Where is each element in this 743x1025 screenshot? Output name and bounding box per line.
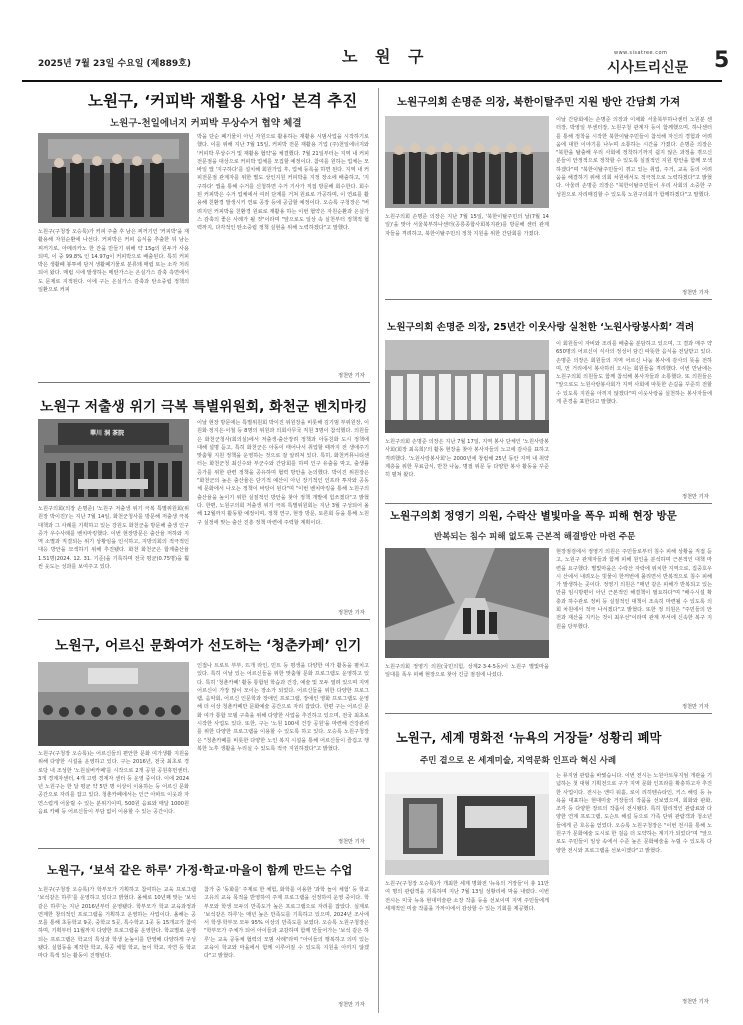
article-headline-museum: 노원구, 세계 명화전 ‘뉴욕의 거장들’ 성황리 폐막 <box>396 731 662 745</box>
newspaper-logo: 시사트리신문 <box>607 60 689 76</box>
article-divider <box>385 503 712 504</box>
masthead <box>22 40 730 80</box>
article-byline-bookmark: 정천만 기자 <box>338 1002 365 1008</box>
article-body-defector: 이날 간담회에는 손명준 의장과 이채화 서울북부하나센터 노원분 센터장, 박영일 부센터장, 노원구청 관계자 등이 함께했으며, 하나센터를 통해 정착을 시작한 북한이탈주민들이 참석해 자신의 경험과 어려움에 대한 이야기를 나누며 소통하는 시간을 가졌다. 손명준 의장은 "북한을 탈출해 우리 사회에 정착하기까지 쉽지 않은 과정을 겪으신 분들이 안정적으로 정착할 수 있도록 실질적인 지원 방안을 함께 모색하겠다"며 "북한이탈주민들이 겪고 있는 취업, 주거, 교육 등의 어려움을 해결하기 위해 의회 차원에서도 적극적으로 노력하겠다"고 밝혔다. 아울러 손명준 의장은 "북한이탈주민들이 우리 사회의 소중한 구성원으로 자리매김할 수 있도록 노원구의회가 함께하겠다"고 말했다. <box>556 117 712 198</box>
article-subhead-coffee: 노원구-천일에너지 커피박 무상수거 협약 체결 <box>110 118 302 129</box>
article-body-museum: 는 뮤지엄 관람을 바꿨습니다. 이번 전시는 노원아트뮤지엄 개관을 기념하는 첫 대형 기획전으로 구가 지역 문화 인프라를 확충하고자 추진한 사업이다. 전시는 앤디 워홀, 로이 리히텐슈타인, 키스 해링 등 뉴욕을 대표하는 현대미술 거장들의 작품을 선보였으며, 회화와 판화, 조각 등 다양한 장르의 작품이 전시됐다. 특히 합리적인 관람료와 다양한 연계 프로그램, 도슨트 해설 등으로 가족 단위 관람객과 청소년들에게 큰 호응을 얻었다. 오승록 노원구청장은 "이번 전시를 통해 노원구가 문화예술 도시로 한 걸음 더 도약하는 계기가 되었다"며 "앞으로도 주민들이 일상 속에서 수준 높은 문화예술을 누릴 수 있도록 다양한 전시와 프로그램을 선보이겠다"고 밝혔다. <box>556 773 712 854</box>
article-subhead-museum: 주민 곁으로 온 세계미술, 지역문화 인프라 혁신 사례 <box>420 756 617 766</box>
article-divider <box>38 619 370 620</box>
section-title: 노 원 구 <box>342 47 430 66</box>
article-subhead-flood: 반복되는 침수 피해 없도록 근본적 해결방안 마련 주문 <box>434 532 636 542</box>
article-body-love: 이 회원들이 자비와 조리를 배출을 분담하고 있으며, 그 결과 매주 약 650명의 어르신이 식사의 정성이 담긴 따뜻한 음식을 전달받고 있다. 손명준 의장은 회원들의 지역 어르신 나눔 봉사에 감사의 뜻을 전하며, 먼 거리에서 봉사하러 오시는 회원들을 격려했다. 이번 만남에는 노원구의회 의원들도 함께 참석해 봉사자들과 소통했다. 또 의원들은 "앞으로도 노원사랑봉사회가 지역 사회에 따뜻한 손길을 꾸준히 전할 수 있도록 지원을 아끼지 않겠다"며 이웃사랑을 실천하는 봉사자들에게 존경을 표한다고 말했다. <box>556 341 712 406</box>
article-caption-bookmark: 노원구(구청장 오승록)가 학부모가 기획하고 참여하는 교육 프로그램 '보석같은 하루'를 운영하고 있다고 밝혔다. 올해로 10년째 맞는 '보석같은 하루'는 지난 2016년부터 운영됐다. 학부모가 학교 교육과정과 연계한 창의적인 프로그램을 기획하고 운영하는 사업이다. 올해는 공모를 통해 초등학교 9곳, 중학교 5곳, 특수학교 1곳 등 15개교가 참여하며, 기획부터 11월까지 다양한 프로그램을 운영한다. 학교별로 운영되는 프로그램은 학교의 특성과 학생 눈높이를 반영해 다양하게 구성됐다. 실험동을 제작한 학교, 목공 체험 학교, 놀이 학교, 자연 등 학교마다 특색 있는 활동이 진행된다. <box>38 887 196 960</box>
article-byline-defector: 정천만 기자 <box>682 290 709 296</box>
article-divider <box>38 382 370 383</box>
photo-defector-meeting <box>385 116 549 208</box>
article-byline-love: 정천만 기자 <box>682 494 709 500</box>
article-headline-flood: 노원구의회 정영기 의원, 수락산 별빛마을 폭우 피해 현장 방문 <box>390 510 677 522</box>
page-number: 5 <box>714 48 730 73</box>
article-caption-bench: 노원구의회(의장 손명준) '노원구 저출생 위기 극복 특별위원회(위원장 박이진)'는 지난 7월 14일, 화천군청사를 방문해 저출생 극복 대책과 그 사례를 기획하고 있는 강원도 화천군을 방문해 출생 인구 증가 우수사례를 벤치마킹했다. 이번 현장방문은 출산율 저하와 지역 소멸과 직결되는 위기 상황임을 인식하고, 지방의회의 적극적인 대응 방안을 모색하기 위해 추진됐다. 화천 화천군은 합계출산율 1.51명(2024. 12. 31. 기준)을 기록하며 전국 평균(0.75명)을 훨씬 웃도는 성과를 보여주고 있다. <box>38 506 189 571</box>
article-caption-defector: 노원구의회 손명준 의장은 지난 7월 15일, '북한이탈주민의 날(7월 14일)'을 맞아 서울북부하나센터(공릉종합사회복지관)를 방문해 센터 관계자들을 격려하고, 북한이탈주민의 정착 지원을 위한 간담회를 가졌다. <box>385 214 549 237</box>
article-headline-bench: 노원구 저출생 위기 극복 특별위원회, 화천군 벤치마킹 <box>40 399 368 415</box>
article-caption-cafe: 노원구(구청장 오승록)는 어르신들의 편안한 문화 여가생활 지원을 위해 다양한 시설을 운영하고 있다. 구는 2016년, 전국 최초로 경로당 내 조성한 '노원실버카페'를 시작으로 2개 공원 공원휴먼센터, 3개 경계자센터, 4개 고령 경계자 센터 등 운영 중이다. 이에 2024년 노원구는 한 달 평균 약 5만 명 이상이 이용하는 등 어르신 문화 공간으로 자리를 잡고 있다. 청춘카페에서는 인근 아파트 이웃과 자연스럽게 어울릴 수 있는 분위기이며, 500원 음료와 매달 1000원 음료 카페 등 어르신들이 부담 없이 이용할 수 있는 공간이다. <box>38 751 189 816</box>
article-body-bench: 이날 현장 방문에는 특별위원회 박이진 위원장을 비롯해 김기범 부위원장, 이원화·정지은·이철 등 8명의 위원과 의회사무국 직원 3명이 참석했다. 의원들은 화천군청사(회의실)에서 저출생·출산장려 정책과 아동친화 도시 정책에 대해 설명 듣고, 특히 화천군은 아동이 태어나서 취업할 때까지 전 생애주기 맞춤형 지원 정책을 운영하는 것으로 잘 알려져 있다. 특히, 화천커뮤니티센터는 화천군청 최신수와 부군수와 간담회를 하며 인구 유출을 막고, 출생률 증가를 위한 관련 정책을 공유하며 협력 방안을 논의했다. 박이진 위원장은 "화천군의 높은 출산율은 단기적 예산이 아닌 장기적인 인프라 투자와 공동체 문화에서 나오는 정책이 바탕이 된다"며 "이번 벤치마킹을 통해 노원구의 출산율을 높이기 위한 실질적인 방안을 찾아 정책 개발에 힘쓰겠다"고 밝혔다. 한편, 노원구의회 저출생 위기 극복 특별위원회는 지난 3월 구성되어 올해 12월까지 활동할 예정이며, 정책 연구, 현장 방문, 토론회 등을 통해 노원구 실정에 맞는 출산 진흥 정책 마련에 주력할 계획이다. <box>197 420 369 526</box>
article-byline-cafe: 정천만 기자 <box>338 839 365 845</box>
article-byline-museum: 정천만 기자 <box>682 999 709 1005</box>
logo-url: www.sisatree.com <box>614 50 668 56</box>
photo-flood-site <box>385 548 549 658</box>
article-body-bookmark: 참가 중 '동화를' 주제로 한 체험, 화학를 이용한 '과학 놀이 체험' 등 학교 고유의 교육 목적을 반영하여 주제 프로그램을 선정하여 운영 중이다. 학부모와 학생 모두의 만족도가 높은 프로그램으로 자리를 잡았다. 실제로 '보석같은 하루'는 매년 높은 만족도를 기록하고 있으며, 2024년 조사에서 학생·학부모 모두 95% 이상의 만족도를 보였다. 오승록 노원구청장은 "학부모가 주체가 되어 아이들과 교감하며 함께 만들어가는 '보석 같은 하루'는 교육 공동체 협력의 모범 사례"라며 "아이들의 행복하고 의미 있는 교육이 학교와 마을에서 함께 이루어질 수 있도록 지원을 아끼지 않겠다"고 밝혔다. <box>204 887 369 960</box>
article-caption-coffee: 노원구(구청장 오승록)가 커피 주출 후 남은 찌꺼기인 '커피박'을 재활용해 자원순환에 나선다. 커피박은 커피 음식을 추출한 뒤 남는 찌꺼기로, 아메리카노 한 잔을 만들기 위해 약 15g의 원두가 사용되며, 이 중 99.8% 인 14.97g이 커피박으로 배출된다. 특히 커피박은 생활폐 봉투에 담겨 생활폐기물로 분류돼 매립 또는 소각 처리되어 왔다. 매립 시에 발생하는 메탄가스는 온실가스 감축 측면에서도 문제로 지적된다. 이에 구는 온실가스 감축과 탄소중립 정책의 일환으로 커피 <box>38 229 189 294</box>
masthead-rule <box>22 80 722 82</box>
article-headline-bookmark: 노원구, ‘보석 같은 하루’ 가정·학교·마을이 함께 만드는 수업 <box>47 863 353 877</box>
article-body-flood: 현장점검에서 정영기 의원은 주민들로부터 침수 피해 상황을 직접 듣고, 노원구 관계자들과 함께 피해 원인을 분석하며 근본적인 대책 마련을 요구했다. 별빛마을은 수락산 자락에 위치한 지역으로, 집중호우 시 산에서 내려오는 빗물이 한꺼번에 몰리면서 반복적으로 침수 피해가 발생하는 곳이다. 정영기 의원은 "매년 같은 피해가 반복되고 있는 만큼 임시방편이 아닌 근본적인 해결책이 필요하다"며 "배수시설 확충과 하수관로 정비 등 실질적인 대책이 조속히 마련될 수 있도록 의회 차원에서 적극 나서겠다"고 밝혔다. 또한 정 의원은 "주민들의 안전과 재산을 지키는 것이 최우선"이라며 관계 부서에 신속한 복구 지원을 당부했다. <box>556 549 712 630</box>
article-headline-coffee: 노원구, ‘커피박 재활용 사업’ 본격 추진 <box>88 92 358 110</box>
photo-bench-signboard: 華川 洞 茶院 <box>90 430 125 437</box>
article-caption-love: 노원구의회 손명준 의장은 지난 7월 17일, 지역 봉사 단체인 '노원사랑봉사회(회장 최옥희)'의 활동 현장을 찾아 봉사자들의 노고에 감사를 표하고 격려했다. '노원사랑봉사회'는 2000년에 창립해 25년 동안 지역 내 취약계층을 위한 무료급식, 반찬 나눔, 명절 위문 등 다양한 봉사 활동을 꾸준히 펼쳐 왔다. <box>385 439 549 479</box>
column-divider <box>378 88 379 1013</box>
article-body-cafe: 인접나 트로트 부부, 뜨개 라인, 민트 등 평생을 다양한 여가 활동을 펼치고 있다. 특히 이날 있는 어르신들을 위한 맞춤형 문화 프로그램도 운영하고 있다. 특히 '청춘카페' 활동 통합된 학습과 건강, 예술 및 모두 열려 있으며 지역 어르신이 가장 많이 모이는 장소가 되었다. 어르신들을 위한 다양한 프로그램, 음악회, 어르신 인문학과 장애인 프로그램, 장애인 영화 프로그램도 운영해 더 이상 청춘카페만 문화예술 공간으로 자리 잡았다. 한편 구는 어르신 문화 여가 통합 모델 구축을 위해 다양한 사업을 추진하고 있으며, 전국 최초로 시작한 사업도 있다. 또한, 구는 '노원 100세 건강 공원'을 마련해 건강관리를 위한 다양한 프로그램을 이용할 수 있도록 하고 있다. 오승록 노원구청장은 "청춘카페를 비롯한 다양한 노인 복지 시설을 통해 어르신들이 즐겁고 행복한 노후 생활을 누리실 수 있도록 적극 지원하겠다"고 밝혔다. <box>197 663 369 752</box>
photo-museum-exhibit <box>385 772 549 875</box>
photo-youth-cafe <box>38 662 189 746</box>
issue-date: 2025년 7월 23일 수요일 (제889호) <box>38 59 191 69</box>
article-caption-flood: 노원구의회 정영기 의원(국민의힘, 상계2·3·4·5동)이 노원구 별빛마을 일대를 폭우 피해 현장으로 찾아 긴급 점검에 나섰다. <box>385 664 549 679</box>
article-headline-love: 노원구의회 손명준 의장, 25년간 이웃사랑 실천한 ‘노원사랑봉사회’ 격려 <box>387 322 695 333</box>
article-headline-cafe: 노원구, 어르신 문화여가 선도하는 ‘청춘카페’ 인기 <box>55 638 362 654</box>
article-byline-flood: 정천만 기자 <box>682 704 709 710</box>
article-byline-coffee: 정천만 기자 <box>338 373 365 379</box>
article-body-coffee: 박을 단순 폐기물이 아닌 자원으로 활용하는 재활용 시범사업을 시작하기로 했다. 이를 위해 지난 7월 15일, 커피박 전문 재활용 기업 (주)천일에너지와 '커피박 무상수거 및 재활용 협약'을 체결했다. 7월 21일부터는 지역 내 커피전문점을 대상으로 커피박 업체를 모집할 예정이다. 참여를 원하는 업체는 모바일 앱 '지구하다'를 설치해 회원가입 후, 업체 등록을 하면 된다. 지역 내 커피전문점 관계자를 위한 별도 상인지원 커피박을 지정 장소에 배출하고, '지구하다' 앱을 통해 수거를 신청하면 수거 기사가 직접 방문해 회수한다. 회수된 커피박은 수거 업체에서 여러 단계를 거쳐 원료로 가공하며, 이 연료를 활용해 친환경 발생시키 연료 공장 등에 공급할 예정이다. 오승록 구청장은 "버려지던 커피박을 친환경 원료로 재활용 하는 이번 협약은 자원순환과 온실가스 감축의 좋은 사례가 될 것"이라며 "앞으로도 일상 속 실천부터 정책적 협력까지, 다각적인 탄소중립 정책 실현을 위해 노력하겠다"고 말했다. <box>197 134 369 232</box>
article-divider <box>38 848 370 849</box>
photo-bench-visit <box>38 419 189 501</box>
article-divider <box>385 713 712 714</box>
article-caption-museum: 노원구(구청장 오승록)가 개최한 세계 명화전 '뉴욕의 거장들'이 총 11만여 명의 관람객을 기록하며 지난 7월 13일 성황리에 막을 내렸다. 이번 전시는 미국 뉴욕 현대미술관 소장 작품 등을 선보이며 지역 주민들에게 세계적인 미술 작품을 가까이에서 감상할 수 있는 기회를 제공했다. <box>385 881 549 912</box>
photo-coffee-signing <box>38 133 189 223</box>
article-byline-bench: 정천만 기자 <box>338 610 365 616</box>
photo-love-volunteers <box>385 340 549 433</box>
article-headline-defector: 노원구의회 손명준 의장, 북한이탈주민 지원 방안 간담회 가져 <box>397 96 681 108</box>
article-divider <box>385 299 712 300</box>
